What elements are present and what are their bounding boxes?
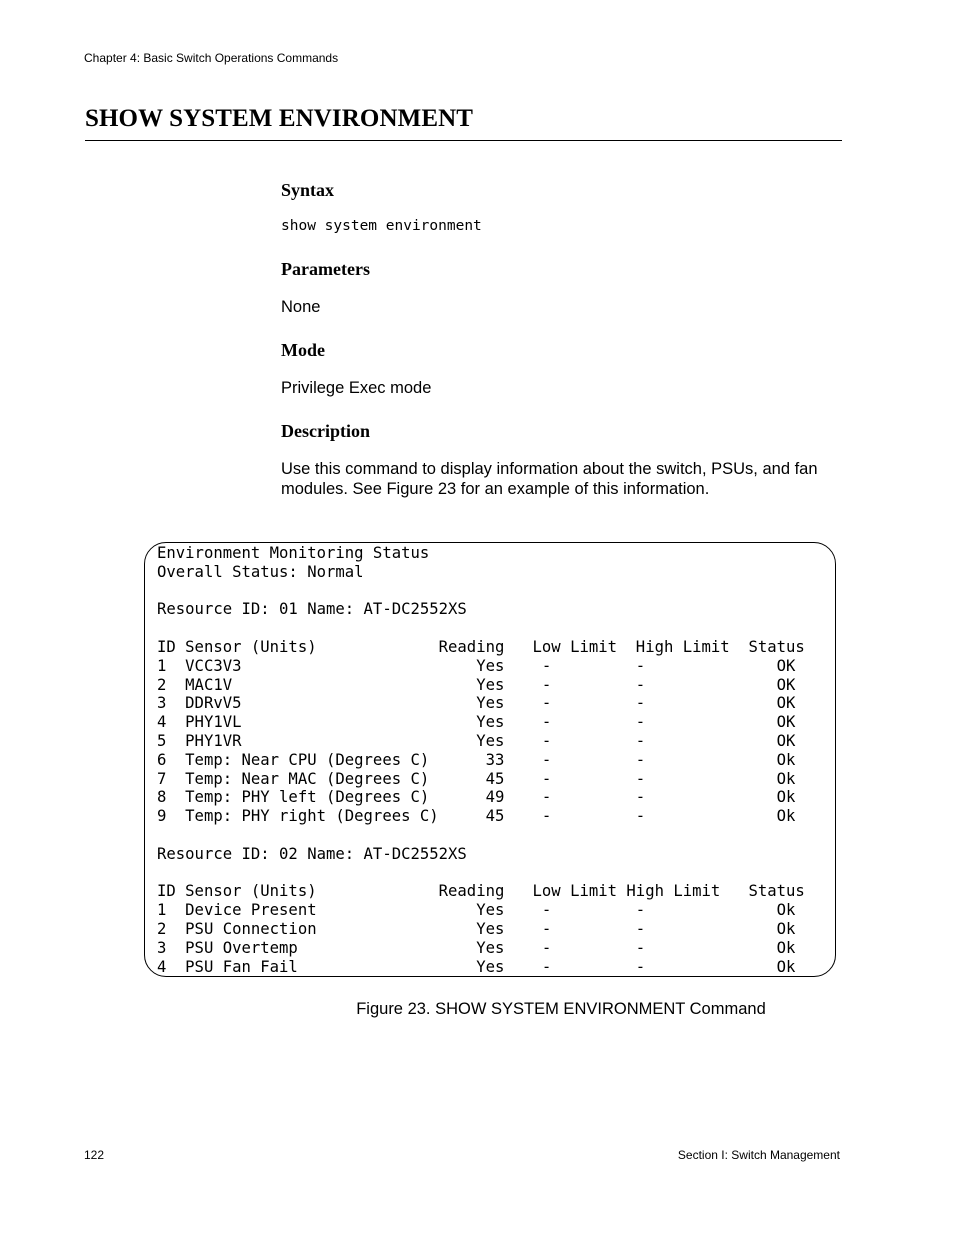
syntax-heading: Syntax [281, 180, 335, 200]
syntax-code: show system environment [281, 218, 482, 234]
footer-section: Section I: Switch Management [677, 1148, 840, 1162]
title-rule [85, 140, 842, 141]
description-line-2: modules. See Figure 23 for an example of this information. [281, 480, 710, 498]
description-line-1: Use this command to display information about the switch, PSUs, and fan [281, 460, 818, 478]
parameters-text: None [281, 298, 321, 316]
description-heading: Description [281, 421, 370, 441]
mode-heading: Mode [281, 340, 325, 360]
page-title: SHOW SYSTEM ENVIRONMENT [85, 105, 474, 132]
parameters-heading: Parameters [281, 259, 370, 279]
running-header: Chapter 4: Basic Switch Operations Commands [84, 51, 339, 65]
page-number: 122 [84, 1148, 105, 1162]
terminal-output: Environment Monitoring Status Overall Status: Normal Resource ID: 01 Name: AT-DC2552XS ID Sensor (Units) Reading Low Limit High Limit Status 1 VCC3V3 Yes - - OK 2 MAC1V Yes - - OK 3 DDRvV5 Yes - - OK 4 PHY1VL Yes - - OK 5 PHY1VR Yes - - OK 6 Temp: Near CPU (Degrees C) 33 - - Ok 7 Temp: Near MAC (Degrees C) 45 - - Ok 8 Temp: PHY left (Degrees C) 49 - - Ok 9 Temp: PHY right (Degrees C) 45 - - Ok Resource ID: 02 Name: AT-DC2552XS ID Sensor (Units) Reading Low Limit High Limit Status 1 Device Present Yes - - Ok 2 PSU Connection Yes - - Ok 3 PSU Overtemp Yes - - Ok 4 PSU Fan Fail Yes - - Ok [157, 544, 805, 976]
mode-text: Privilege Exec mode [281, 379, 432, 397]
figure-caption: Figure 23. SHOW SYSTEM ENVIRONMENT Command [356, 1000, 766, 1018]
